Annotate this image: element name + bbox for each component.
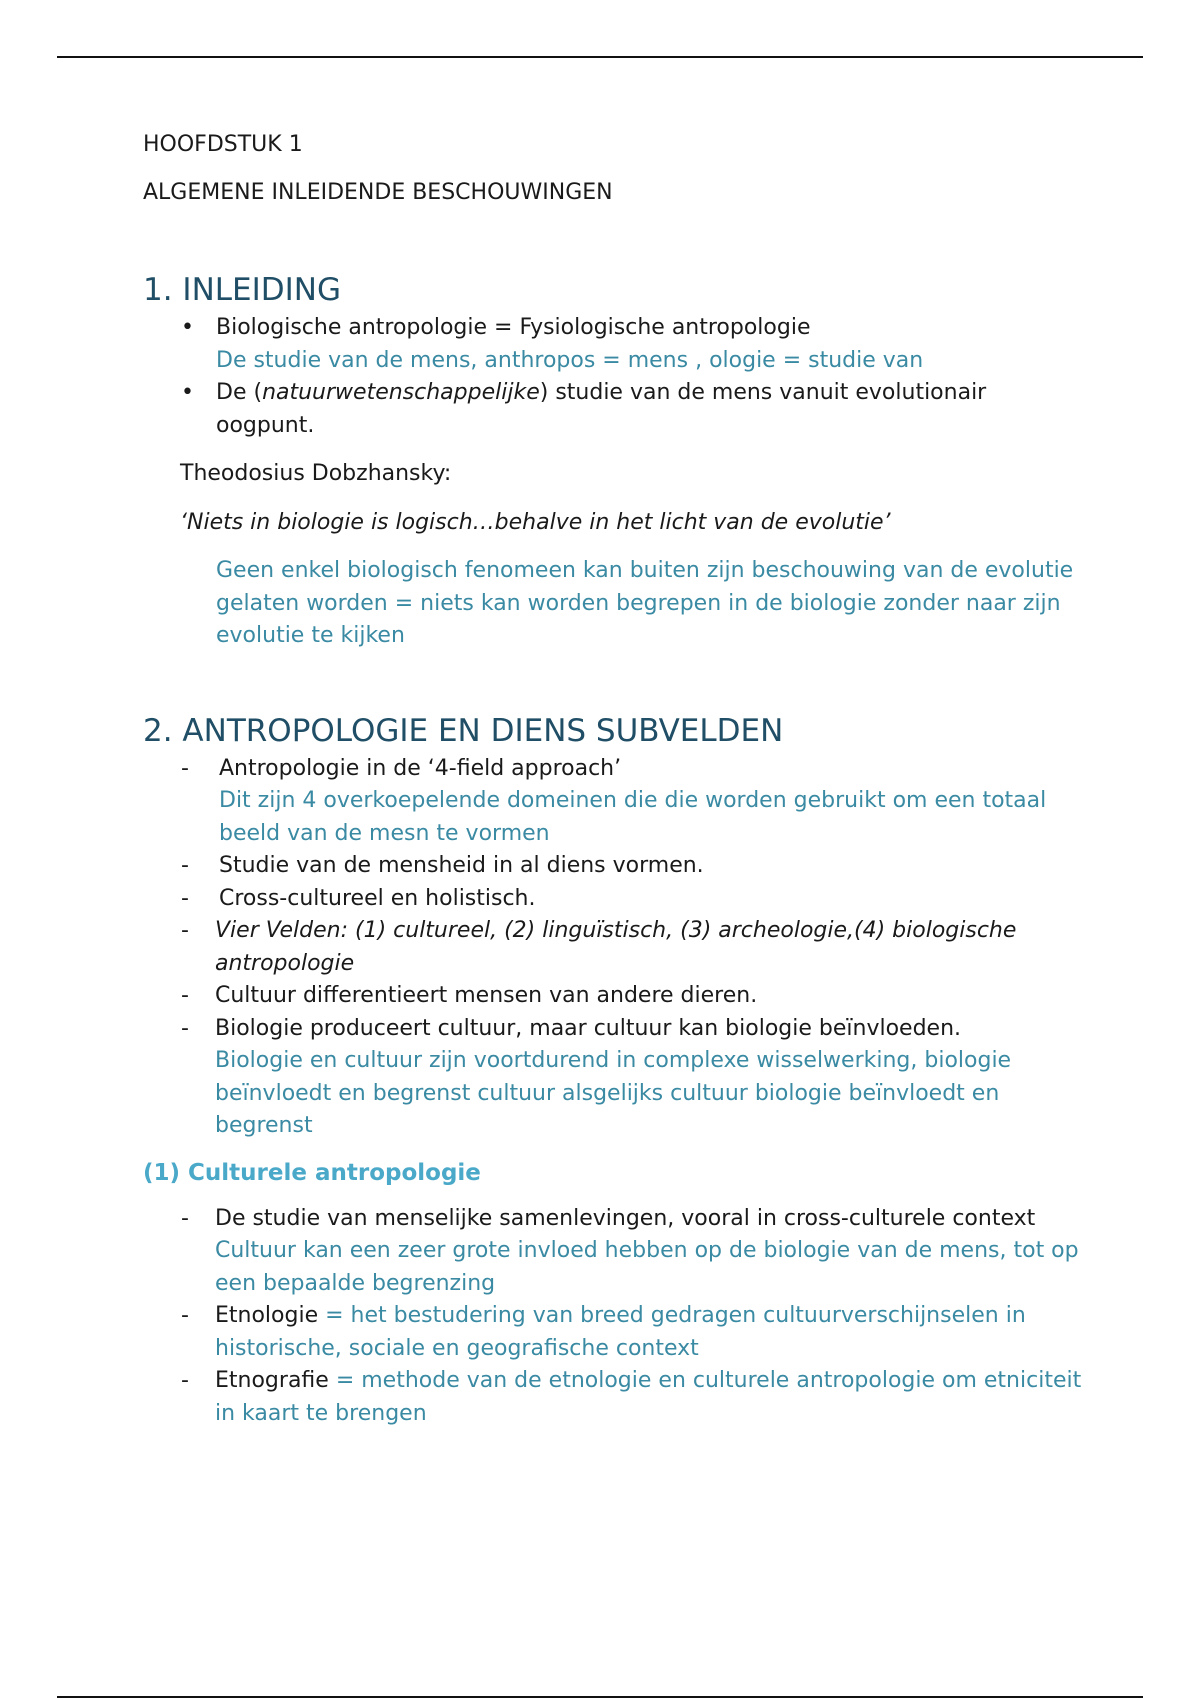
item-definition: = het bestudering van breed gedragen cultuurverschijnselen in historische, sociale en geografische context — [215, 1303, 1026, 1361]
dash-marker: - — [181, 1205, 189, 1231]
subvelden-list — [143, 753, 1083, 1143]
document-body — [143, 130, 1083, 1430]
quote-text: ‘Niets in biologie is logisch…behalve in het licht van de evolutie’ — [180, 509, 891, 535]
quote-note: Geen enkel biologisch fenomeen kan buiten zijn beschouwing van de evolutie gelaten worden = niets kan worden begrepen in de biologie zonder naar zijn evolutie te kijken — [216, 558, 1074, 648]
list-item — [143, 312, 1083, 377]
item-definition: = methode van de etnologie en culturele antropologie om etniciteit in kaart te brengen — [215, 1368, 1082, 1426]
item-note: Dit zijn 4 overkoepelende domeinen die die worden gebruikt om een totaal beeld van de mesn te vormen — [219, 788, 1047, 846]
top-rule — [57, 56, 1143, 58]
quote-author: Theodosius Dobzhansky: — [180, 461, 452, 486]
item-text: Antropologie in de ‘4-field approach’ — [219, 755, 622, 781]
section-heading-subvelden: 2. ANTROPOLOGIE EN DIENS SUBVELDEN — [143, 712, 784, 749]
item-text: Biologie produceert cultuur, maar cultuur kan biologie beïnvloeden. — [215, 1015, 962, 1041]
list-item — [143, 1365, 1083, 1430]
item-text: De studie van menselijke samenlevingen, vooral in cross-culturele context — [215, 1205, 1036, 1231]
bullet-text-emphasis: natuurwetenschappelijke — [262, 380, 540, 405]
bullet-marker: • — [181, 380, 194, 405]
subsection-heading-culturele: (1) Culturele antropologie — [143, 1159, 481, 1186]
inleiding-bullet-list — [143, 312, 1083, 442]
item-note: Biologie en cultuur zijn voortdurend in complexe wisselwerking, biologie beïnvloedt en begrenst cultuur alsgelijks cultuur biologie beïnvloedt en begrenst — [215, 1048, 1012, 1138]
culturele-list — [143, 1203, 1083, 1431]
dash-marker: - — [181, 885, 189, 911]
item-note: Cultuur kan een zeer grote invloed hebben op de biologie van de mens, tot op een bepaalde begrenzing — [215, 1238, 1079, 1296]
dash-marker: - — [181, 853, 189, 878]
dash-marker: - — [181, 755, 189, 781]
section-heading-inleiding: 1. INLEIDING — [143, 272, 341, 308]
list-item — [143, 753, 1083, 851]
dash-marker: - — [181, 1015, 189, 1041]
chapter-label: HOOFDSTUK 1 — [143, 132, 303, 157]
bullet-marker: • — [181, 315, 194, 340]
list-item — [143, 980, 1083, 1013]
item-text: Cross-cultureel en holistisch. — [219, 885, 536, 911]
list-item — [143, 1203, 1083, 1301]
item-term: Etnografie — [215, 1368, 329, 1393]
dash-marker: - — [181, 1303, 189, 1328]
list-item — [143, 915, 1083, 980]
dash-marker: - — [181, 918, 189, 943]
dash-marker: - — [181, 983, 189, 1008]
bullet-note: De studie van de mens, anthropos = mens , ologie = studie van — [216, 347, 924, 373]
list-item — [143, 850, 1083, 883]
bullet-text: Biologische antropologie = Fysiologische antropologie — [216, 315, 811, 340]
item-text: Studie van de mensheid in al diens vormen. — [219, 853, 704, 878]
bullet-text-pre: De ( — [216, 380, 263, 405]
bottom-rule — [57, 1696, 1143, 1698]
item-term: Etnologie — [215, 1303, 319, 1328]
list-item — [143, 1300, 1083, 1365]
dash-marker: - — [181, 1368, 189, 1393]
chapter-title: ALGEMENE INLEIDENDE BESCHOUWINGEN — [143, 180, 613, 205]
item-text: Vier Velden: (1) cultureel, (2) linguïstisch, (3) archeologie,(4) biologische antropologie — [215, 918, 1017, 976]
list-item — [143, 1013, 1083, 1143]
item-text: Cultuur differentieert mensen van andere dieren. — [215, 983, 758, 1008]
bullet-text-post: ) studie van de mens vanuit evolutionair oogpunt. — [216, 380, 987, 438]
list-item — [143, 883, 1083, 916]
list-item — [143, 377, 1083, 442]
